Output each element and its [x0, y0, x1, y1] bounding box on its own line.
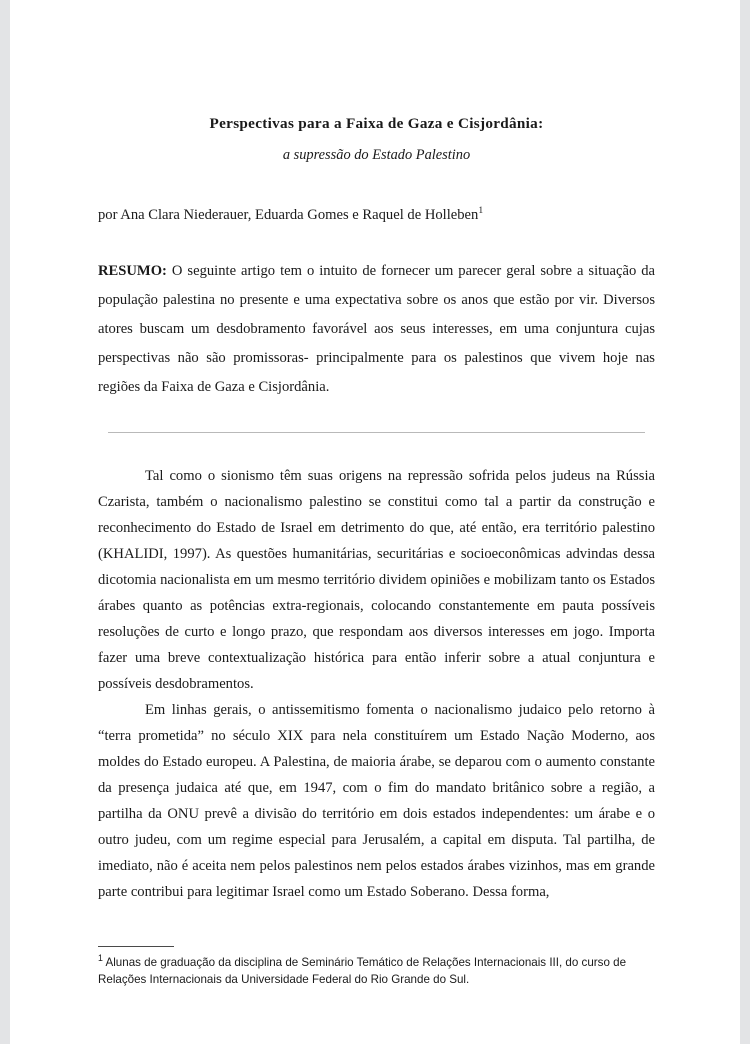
page-gutter-left	[0, 0, 10, 1044]
footnote-entry	[98, 954, 668, 988]
page-gutter-right	[740, 0, 750, 1044]
byline-footnote-marker: 1	[478, 205, 484, 217]
footnote-text: Alunas de graduação da disciplina de Seminário Temático de Relações Internacionais III, do curso de Relações Internacionais da Universidade Federal do Rio Grande do Sul.	[98, 956, 627, 986]
body-paragraph: Tal como o sionismo têm suas origens na repressão sofrida pelos judeus na Rússia Czarista, também o nacionalismo palestino se constitui como tal a partir da construção e reconhecimento do Estado de Israel em detrimento do que, até então, era território palestino (KHALIDI, 1997). As questões humanitárias, securitárias e socioeconômicas advindas dessa dicotomia nacionalista em um mesmo território dividem opiniões e mobilizam tanto os Estados árabes quanto as potências extra-regionais, colocando constantemente em pauta possíveis resoluções de curto e longo prazo, que respondam aos diversos interesses em jogo. Importa fazer uma breve contextualização histórica para então inferir sobre a atual conjuntura e possíveis desdobramentos.	[98, 467, 655, 692]
body-text	[98, 433, 655, 905]
abstract-text: O seguinte artigo tem o intuito de fornecer um parecer geral sobre a situação da população palestina no presente e uma expectativa sobre os anos que estão por vir. Diversos atores buscam um desdobramento favorável aos seus interesses, em uma conjuntura cujas perspectivas não são promissoras- principalmente para os palestinos que vivem hoje nas regiões da Faixa de Gaza e Cisjordânia.	[98, 262, 655, 395]
abstract-body-divider	[98, 402, 655, 433]
footnote-marker: 1	[98, 953, 103, 964]
page-title: Perspectivas para a Faixa de Gaza e Cisjordânia:	[209, 115, 544, 132]
abstract-paragraph	[98, 225, 655, 402]
page-content-column	[98, 0, 655, 905]
page-subtitle: a supressão do Estado Palestino	[282, 147, 471, 163]
author-names: por Ana Clara Niederauer, Eduarda Gomes e Raquel de Holleben	[98, 207, 479, 223]
footnote-area	[98, 946, 668, 988]
abstract-label: RESUMO:	[98, 262, 167, 279]
body-paragraph: Em linhas gerais, o antissemitismo fomenta o nacionalismo judaico pelo retorno à “terra prometida” no século XIX para nela constituírem um Estado Nação Moderno, aos moldes do Estado europeu. A Palestina, de maioria árabe, se deparou com o aumento constante da presença judaica até que, em 1947, com o fim do mandato britânico sobre a região, a partilha da ONU prevê a divisão do território em dois estados independentes: um árabe e o outro judeu, com um regime especial para Jerusalém, a capital em disputa. Tal partilha, de imediato, não é aceita nem pelos palestinos nem pelos estados árabes vizinhos, mas em grande parte contribui para legitimar Israel como um Estado Soberano. Dessa forma,	[98, 701, 655, 900]
author-byline	[98, 164, 655, 225]
document-page	[10, 0, 740, 1044]
footnote-separator-rule	[98, 946, 174, 947]
